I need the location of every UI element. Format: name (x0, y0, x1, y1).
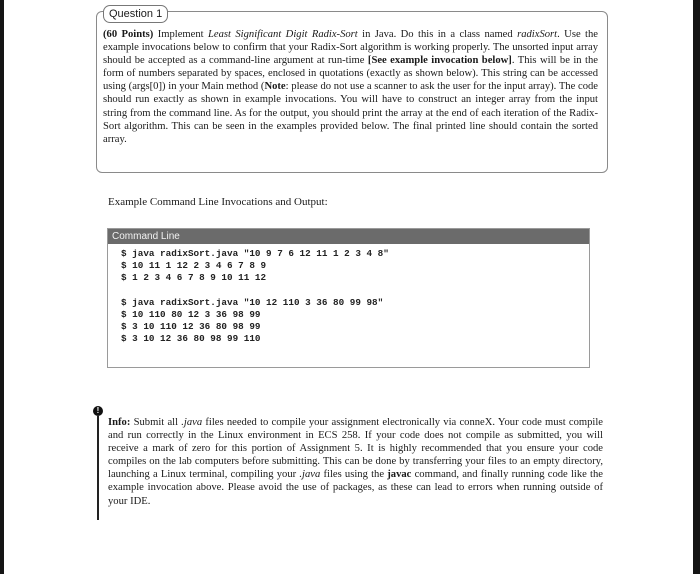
info-bold: javac (387, 469, 412, 481)
question-emphasis: Least Significant Digit Radix-Sort (208, 29, 358, 40)
info-text (108, 416, 603, 508)
right-edge-bar (693, 0, 700, 574)
example-heading: Example Command Line Invocations and Output: (108, 196, 328, 208)
question-text-part: in Java. Do this in a class named (357, 29, 518, 40)
info-icon: ! (93, 406, 103, 416)
info-text-part: Submit all (130, 417, 182, 428)
command-line: $ 10 110 80 12 3 36 98 99 (121, 308, 261, 320)
info-text-part: command, and finally running code like the example invocation above. Please avoid the use of packages, as these can lead to errors when running outside of your IDE. (108, 469, 603, 507)
command-line: $ java radixSort.java "10 12 110 3 36 80 99 98" (121, 296, 384, 308)
question-tag: Question 1 (103, 5, 168, 23)
info-text-part: files needed to compile your assignment electronically via conneX. Your code must compile and run correctly in the Linux environment in ECS 258. If your code does not compile as submitted, you will receive a mark of zero for this portion of Assignment 5. It is highly recommended that you ensure your code compiles on the lab computers before submitting. This can be done by transferring your files to an empty directory, launching a Linux terminal, compiling your (108, 417, 603, 481)
command-line: $ 10 11 1 12 2 3 4 6 7 8 9 (121, 260, 267, 272)
command-line: $ 1 2 3 4 6 7 8 9 10 11 12 (121, 272, 267, 284)
command-output (108, 244, 589, 345)
command-line: $ 3 10 110 12 36 80 98 99 (121, 321, 261, 333)
command-gap (121, 285, 589, 297)
command-line: $ 3 10 12 36 80 98 99 110 (121, 333, 261, 345)
info-emphasis: .java (181, 417, 203, 428)
left-edge-bar (0, 0, 4, 574)
question-text-part: . Use the example invocations below to confirm that your Radix-Sort algorithm is working properly. The unsorted input array should be accepted as a command-line argument at run-time (103, 29, 598, 67)
command-line-header: Command Line (108, 229, 589, 244)
info-emphasis: .java (299, 469, 321, 481)
command-line-box (107, 228, 590, 368)
question-text-part: Implement (153, 29, 209, 40)
question-emphasis: radixSort (517, 29, 558, 40)
question-bold: [See example invocation below] (367, 55, 512, 67)
question-text (103, 28, 598, 146)
command-line: $ java radixSort.java "10 9 7 6 12 11 1 2 3 4 8" (121, 248, 389, 259)
question-points: (60 Points) (103, 29, 154, 40)
question-bold: Note (264, 81, 286, 93)
info-label: Info: (108, 417, 131, 428)
question-text-part: : please do not use a scanner to ask the user for the input array). The code should run exactly as shown in example invocations. You will have to construct an integer array from the input string from the command line. As for the output, you should print the array at the end of each iteration of the Radix-Sort algorithm. This can be seen in the examples provided below. The final printed line should contain the sorted array. (103, 81, 598, 145)
info-text-part: files using the (320, 469, 388, 481)
info-rule (97, 416, 99, 520)
question-text-part: . This will be in the form of numbers separated by spaces, enclosed in quotations (exactly as shown below). This string can be accessed using (args[0]) in your Main method ( (103, 55, 598, 93)
